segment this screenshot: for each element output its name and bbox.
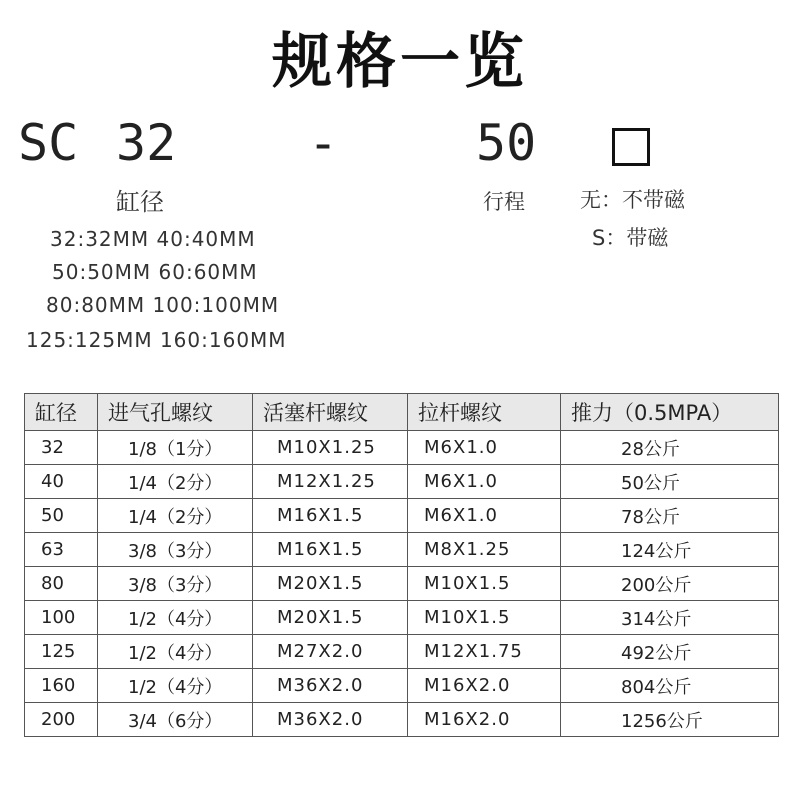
tie-rod-thread-cell: M10X1.5: [408, 601, 561, 635]
option-no-magnet: 无：不带磁: [580, 188, 685, 212]
rod-thread-cell: M10X1.25: [253, 431, 408, 465]
header-bore: 缸径: [25, 394, 98, 431]
bore-option-line: 50:50MM 60:60MM: [52, 260, 258, 284]
tie-rod-thread-cell: M16X2.0: [408, 669, 561, 703]
header-thrust: 推力（0.5MPA）: [561, 394, 779, 431]
bore-option-line: 125:125MM 160:160MM: [26, 328, 287, 352]
thrust-cell: 1256公斤: [561, 703, 779, 737]
model-bore: 32: [116, 114, 177, 172]
inlet-thread-cell: 1/4（2分）: [98, 465, 253, 499]
model-series: SC: [18, 114, 79, 172]
thrust-cell: 492公斤: [561, 635, 779, 669]
bore-cell: 50: [25, 499, 98, 533]
bore-option-line: 32:32MM 40:40MM: [50, 227, 256, 251]
model-dash: -: [308, 114, 339, 172]
tie-rod-thread-cell: M8X1.25: [408, 533, 561, 567]
stroke-label: 行程: [483, 190, 525, 214]
bore-cell: 80: [25, 567, 98, 601]
inlet-thread-cell: 3/4（6分）: [98, 703, 253, 737]
inlet-thread-cell: 1/2（4分）: [98, 669, 253, 703]
rod-thread-cell: M20X1.5: [253, 567, 408, 601]
header-rod-thread: 活塞杆螺纹: [253, 394, 408, 431]
inlet-thread-cell: 3/8（3分）: [98, 533, 253, 567]
thrust-cell: 804公斤: [561, 669, 779, 703]
thrust-cell: 124公斤: [561, 533, 779, 567]
bore-cell: 32: [25, 431, 98, 465]
table-row: [25, 567, 779, 601]
thrust-cell: 50公斤: [561, 465, 779, 499]
table-row: [25, 669, 779, 703]
table-row: [25, 431, 779, 465]
tie-rod-thread-cell: M6X1.0: [408, 431, 561, 465]
inlet-thread-cell: 3/8（3分）: [98, 567, 253, 601]
inlet-thread-cell: 1/4（2分）: [98, 499, 253, 533]
magnet-option-checkbox: [612, 128, 650, 166]
rod-thread-cell: M36X2.0: [253, 669, 408, 703]
bore-cell: 63: [25, 533, 98, 567]
tie-rod-thread-cell: M6X1.0: [408, 465, 561, 499]
thrust-cell: 78公斤: [561, 499, 779, 533]
table-row: [25, 703, 779, 737]
bore-cell: 160: [25, 669, 98, 703]
bore-cell: 100: [25, 601, 98, 635]
rod-thread-cell: M16X1.5: [253, 499, 408, 533]
rod-thread-cell: M20X1.5: [253, 601, 408, 635]
table-row: [25, 499, 779, 533]
table-row: [25, 601, 779, 635]
thrust-cell: 314公斤: [561, 601, 779, 635]
model-stroke: 50: [476, 114, 537, 172]
spec-table: [24, 393, 779, 737]
inlet-thread-cell: 1/2（4分）: [98, 601, 253, 635]
thrust-cell: 200公斤: [561, 567, 779, 601]
bore-option-line: 80:80MM 100:100MM: [46, 293, 280, 317]
rod-thread-cell: M16X1.5: [253, 533, 408, 567]
header-tie-rod-thread: 拉杆螺纹: [408, 394, 561, 431]
option-magnet: S：带磁: [592, 226, 669, 250]
header-inlet-thread: 进气孔螺纹: [98, 394, 253, 431]
table-row: [25, 635, 779, 669]
table-row: [25, 465, 779, 499]
tie-rod-thread-cell: M10X1.5: [408, 567, 561, 601]
table-row: [25, 533, 779, 567]
page-title: 规格一览: [272, 27, 528, 97]
inlet-thread-cell: 1/8（1分）: [98, 431, 253, 465]
tie-rod-thread-cell: M12X1.75: [408, 635, 561, 669]
bore-cell: 40: [25, 465, 98, 499]
rod-thread-cell: M27X2.0: [253, 635, 408, 669]
bore-cell: 200: [25, 703, 98, 737]
bore-cell: 125: [25, 635, 98, 669]
tie-rod-thread-cell: M6X1.0: [408, 499, 561, 533]
tie-rod-thread-cell: M16X2.0: [408, 703, 561, 737]
bore-label: 缸径: [116, 188, 164, 216]
thrust-cell: 28公斤: [561, 431, 779, 465]
rod-thread-cell: M12X1.25: [253, 465, 408, 499]
rod-thread-cell: M36X2.0: [253, 703, 408, 737]
table-header-row: [25, 394, 779, 431]
inlet-thread-cell: 1/2（4分）: [98, 635, 253, 669]
